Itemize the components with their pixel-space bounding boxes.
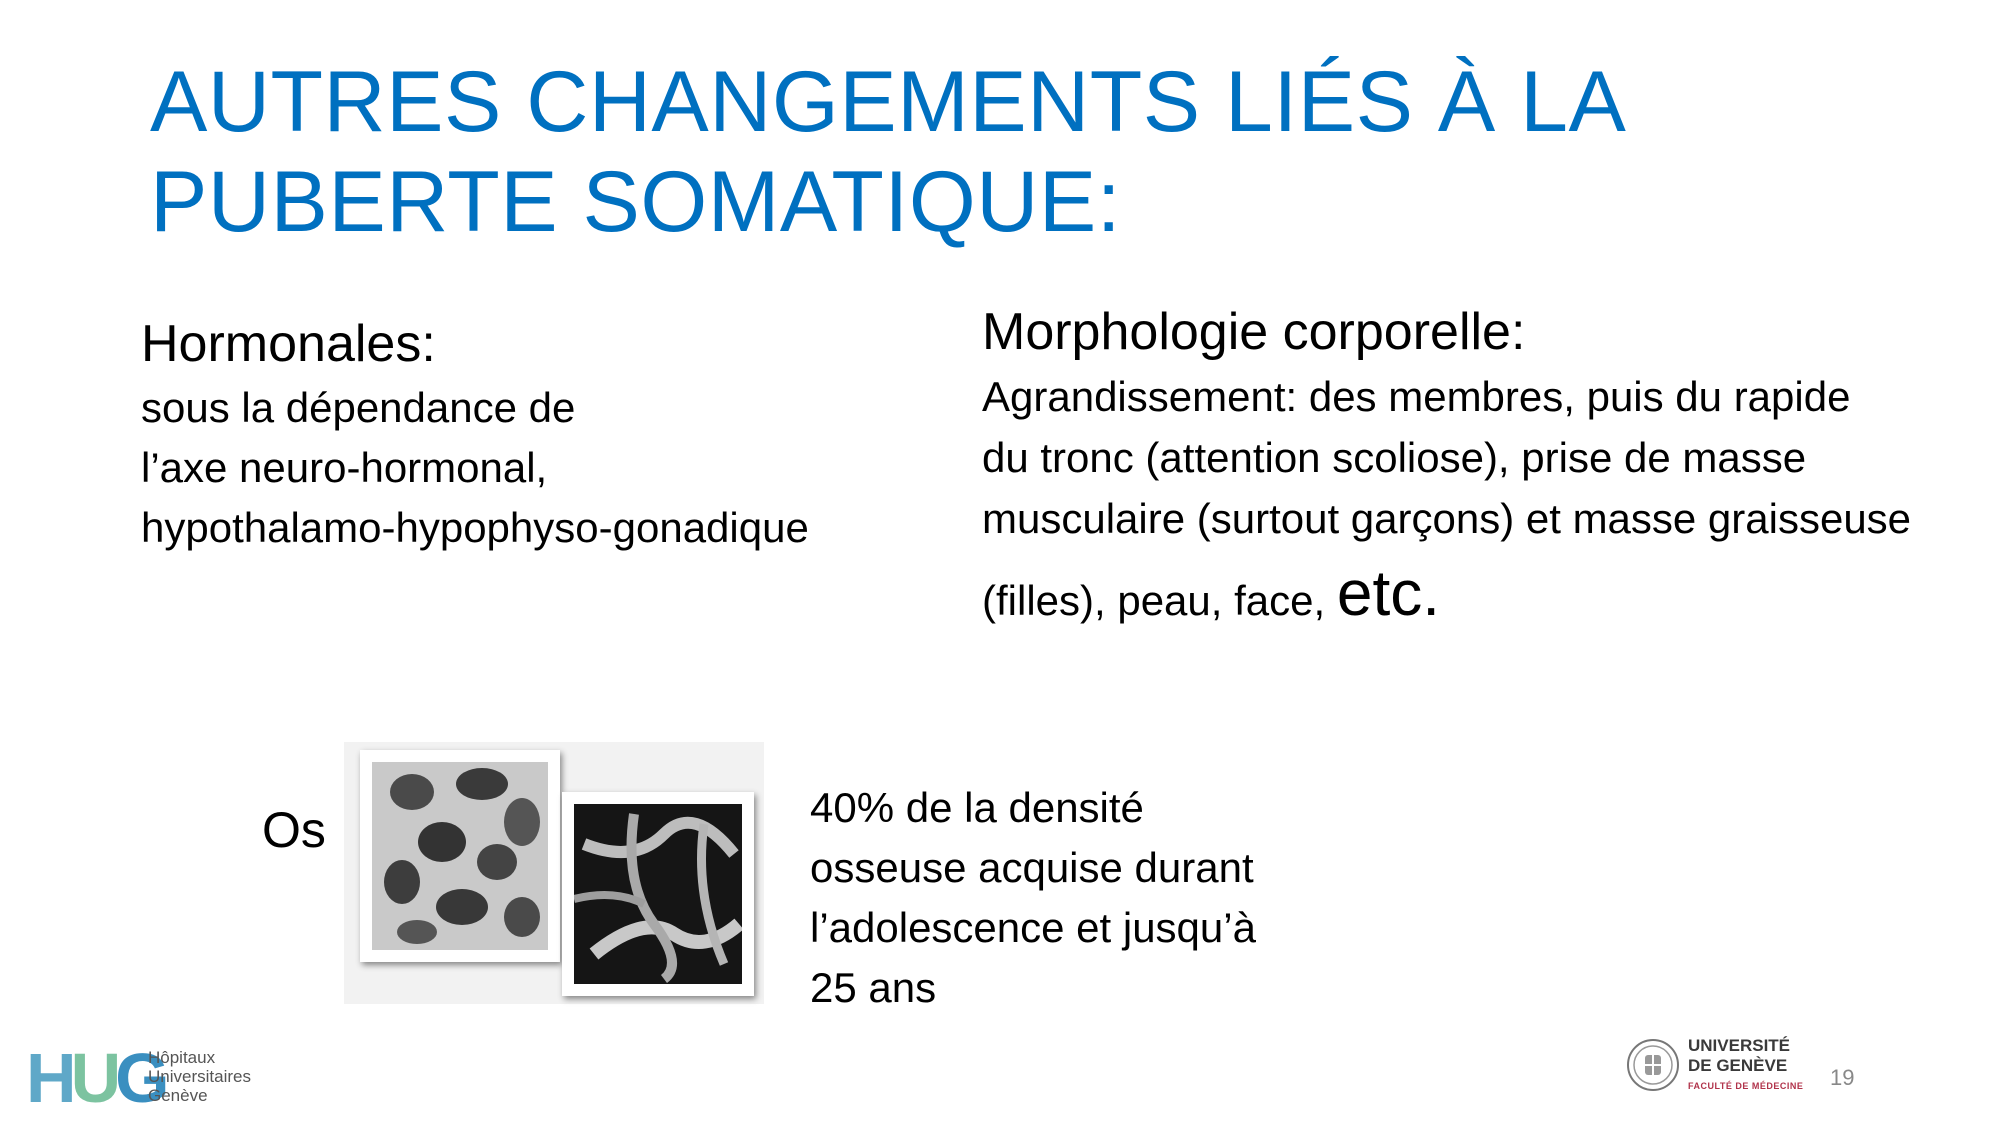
porous-bone-illustration — [574, 804, 742, 984]
unige-name — [1688, 1036, 1790, 1076]
hug-logo-line: Genève — [148, 1086, 208, 1105]
morphology-line: (filles), peau, face, — [982, 577, 1326, 624]
hug-logo-line: Hôpitaux — [148, 1048, 216, 1067]
unige-faculty: FACULTÉ DE MÉDECINE — [1688, 1081, 1804, 1091]
bone-microstructure-images — [344, 742, 764, 1004]
hormonal-line: sous la dépendance de — [141, 384, 576, 431]
etc-text: etc. — [1336, 557, 1440, 629]
morphology-line: musculaire (surtout garçons) et masse graisseuse — [982, 495, 1912, 542]
hormonal-line: hypothalamo-hypophyso-gonadique — [141, 504, 809, 551]
slide-title: AUTRES CHANGEMENTS LIÉS À LA PUBERTE SOMATIQUE: — [150, 54, 1622, 250]
hug-letter-u: U — [70, 1039, 116, 1117]
bone-density-line: 40% de la densité — [810, 784, 1144, 831]
morphology-text — [982, 366, 1992, 631]
hormonal-text — [141, 378, 941, 558]
morphology-last-line — [982, 557, 1992, 631]
bone-density-line: 25 ans — [810, 964, 937, 1011]
hug-logo-line: Universitaires — [148, 1067, 251, 1086]
hormonal-section — [141, 310, 941, 558]
bone-label: Os — [262, 802, 326, 858]
page-number: 19 — [1830, 1065, 1855, 1090]
dense-bone-illustration — [372, 762, 548, 950]
morphology-line: du tronc (attention scoliose), prise de masse — [982, 434, 1807, 481]
bone-density-text — [810, 778, 1370, 1018]
dense-bone-photo — [360, 750, 560, 962]
porous-bone-photo — [562, 792, 754, 996]
hug-logo-mark — [26, 1039, 164, 1117]
hormonal-line: l’axe neuro-hormonal, — [141, 444, 548, 491]
hug-logo-text — [148, 1048, 251, 1105]
hug-letter-g: G — [115, 1039, 164, 1117]
bone-density-line: l’adolescence et jusqu’à — [810, 904, 1256, 951]
hug-logo — [26, 1039, 266, 1117]
unige-logo — [1626, 1034, 1808, 1104]
hormonal-heading: Hormonales: — [141, 315, 436, 373]
morphology-line: Agrandissement: des membres, puis du rapide — [982, 373, 1851, 420]
unige-name-line: DE GENÈVE — [1688, 1056, 1788, 1075]
morphology-heading: Morphologie corporelle: — [982, 303, 1526, 361]
unige-seal-icon — [1626, 1038, 1680, 1092]
bone-density-line: osseuse acquise durant — [810, 844, 1254, 891]
morphology-section — [982, 298, 1992, 631]
hug-letter-h: H — [26, 1039, 71, 1117]
unige-name-line: UNIVERSITÉ — [1688, 1036, 1791, 1055]
